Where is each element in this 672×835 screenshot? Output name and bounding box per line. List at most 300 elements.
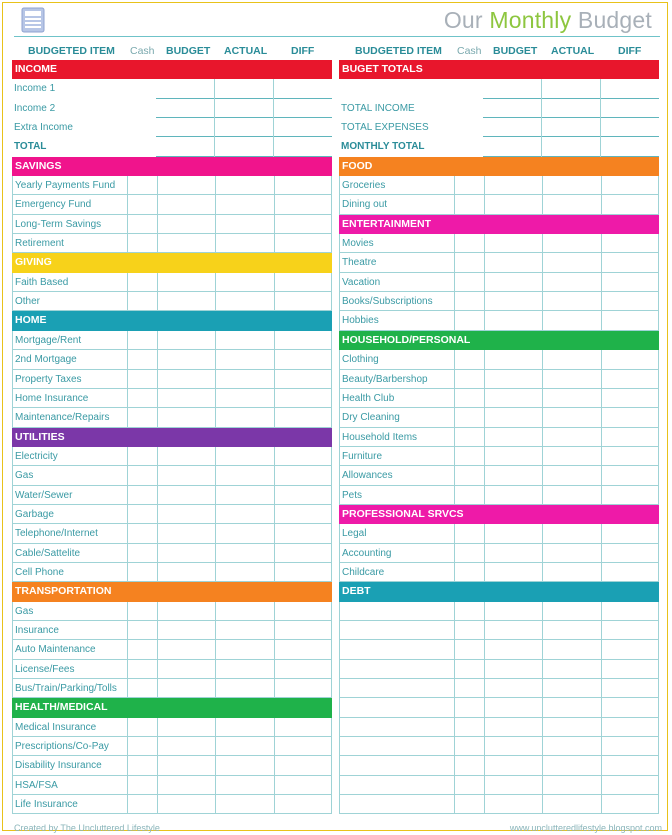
cell-divider <box>127 621 128 639</box>
income-row-blank[interactable] <box>339 79 659 98</box>
budget-row-license-fees[interactable] <box>12 660 332 679</box>
cell-divider <box>542 795 543 813</box>
cell-divider <box>215 370 216 388</box>
cell-divider <box>215 331 216 349</box>
budget-row-dry-cleaning[interactable] <box>339 408 659 427</box>
cell-divider <box>274 234 275 252</box>
cell-divider <box>600 137 601 156</box>
cell-divider <box>454 486 455 504</box>
budget-row-emergency-fund[interactable] <box>12 195 332 214</box>
cell-divider <box>274 544 275 562</box>
cell-divider <box>484 679 485 697</box>
budget-row-2nd-mortgage[interactable] <box>12 350 332 369</box>
row-label: Legal <box>342 528 367 540</box>
row-label: Bus/Train/Parking/Tolls <box>15 683 117 694</box>
cell-divider <box>157 466 158 484</box>
income-row-total-income[interactable] <box>339 99 659 118</box>
budget-row-furniture[interactable] <box>339 447 659 466</box>
cell-divider <box>601 447 602 465</box>
section-header-savings: SAVINGS <box>12 157 332 176</box>
cell-divider <box>601 544 602 562</box>
row-label: Emergency Fund <box>15 199 92 211</box>
cell-divider <box>215 466 216 484</box>
entry-line <box>542 156 600 157</box>
budget-row-blank[interactable] <box>339 660 659 679</box>
row-label: Prescriptions/Co-Pay <box>15 741 109 753</box>
cell-divider <box>157 544 158 562</box>
budget-row-hobbies[interactable] <box>339 311 659 330</box>
cell-divider <box>484 311 485 329</box>
row-label: Vacation <box>342 276 381 288</box>
row-label: Income 2 <box>14 102 56 114</box>
row-label: Cell Phone <box>15 566 64 578</box>
budget-row-long-term-savings[interactable] <box>12 215 332 234</box>
budget-row-vacation[interactable] <box>339 273 659 292</box>
cell-divider <box>484 563 485 581</box>
cell-divider <box>274 486 275 504</box>
cell-divider <box>484 389 485 407</box>
cell-divider <box>215 505 216 523</box>
cell-divider <box>484 776 485 794</box>
budget-row-gas[interactable] <box>12 602 332 621</box>
cell-divider <box>215 544 216 562</box>
cell-divider <box>274 408 275 426</box>
cell-divider <box>127 718 128 736</box>
cell-divider <box>127 524 128 542</box>
budget-row-auto-maintenance[interactable] <box>12 640 332 659</box>
budget-row-blank[interactable] <box>339 776 659 795</box>
total-row-monthly-total[interactable] <box>339 137 659 156</box>
cell-divider <box>127 389 128 407</box>
cell-divider <box>274 524 275 542</box>
left-rows <box>12 60 332 814</box>
cell-divider <box>542 350 543 368</box>
cell-divider <box>484 524 485 542</box>
row-label: Books/Subscriptions <box>342 296 433 308</box>
cell-divider <box>601 640 602 658</box>
cell-divider <box>274 563 275 581</box>
cell-divider <box>542 524 543 542</box>
cell-divider <box>484 273 485 291</box>
cell-divider <box>454 698 455 716</box>
header-divider <box>14 36 660 37</box>
cell-divider <box>542 447 543 465</box>
budget-row-theatre[interactable] <box>339 253 659 272</box>
cell-divider <box>542 737 543 755</box>
cell-divider <box>454 679 455 697</box>
cell-divider <box>215 195 216 213</box>
cell-divider <box>157 195 158 213</box>
row-label: Mortgage/Rent <box>15 334 82 346</box>
budget-row-hsa-fsa[interactable] <box>12 776 332 795</box>
cell-divider <box>601 563 602 581</box>
budget-row-prescriptions-co-pay[interactable] <box>12 737 332 756</box>
cell-divider <box>484 718 485 736</box>
cell-divider <box>157 176 158 194</box>
title-part-1: Our <box>443 7 490 33</box>
budget-row-blank[interactable] <box>339 756 659 775</box>
cell-divider <box>601 428 602 446</box>
cell-divider <box>484 698 485 716</box>
income-row-extra-income[interactable] <box>12 118 332 137</box>
budget-row-blank[interactable] <box>339 640 659 659</box>
budget-row-cable-sattelite[interactable] <box>12 544 332 563</box>
cell-divider <box>484 292 485 310</box>
cell-divider <box>454 718 455 736</box>
cell-divider <box>127 273 128 291</box>
row-label: Household Items <box>342 431 418 443</box>
cell-divider <box>454 447 455 465</box>
row-label: Dry Cleaning <box>342 412 400 424</box>
cell-divider <box>454 776 455 794</box>
budget-row-blank[interactable] <box>339 679 659 698</box>
cell-divider <box>157 292 158 310</box>
budget-row-disability-insurance[interactable] <box>12 756 332 775</box>
cell-divider <box>601 195 602 213</box>
cell-divider <box>157 331 158 349</box>
row-label: Faith Based <box>15 276 69 288</box>
budget-row-yearly-payments-fund[interactable] <box>12 176 332 195</box>
cell-divider <box>274 660 275 678</box>
section-header-utilities: UTILITIES <box>12 428 332 447</box>
cell-divider <box>601 176 602 194</box>
cell-divider <box>484 234 485 252</box>
cell-divider <box>274 195 275 213</box>
budget-row-allowances[interactable] <box>339 466 659 485</box>
budget-row-blank[interactable] <box>339 698 659 717</box>
cell-divider <box>274 640 275 658</box>
cell-divider <box>214 118 215 137</box>
cell-divider <box>542 292 543 310</box>
cell-divider <box>454 544 455 562</box>
cell-divider <box>127 660 128 678</box>
cell-divider <box>601 292 602 310</box>
budget-row-blank[interactable] <box>339 602 659 621</box>
cell-divider <box>157 776 158 794</box>
cell-divider <box>157 234 158 252</box>
row-label: License/Fees <box>15 663 75 675</box>
cell-divider <box>484 602 485 620</box>
cell-divider <box>542 640 543 658</box>
cell-divider <box>454 292 455 310</box>
row-label: Clothing <box>342 354 379 366</box>
cell-divider <box>600 118 601 137</box>
budget-row-blank[interactable] <box>339 795 659 814</box>
cell-divider <box>127 176 128 194</box>
cell-divider <box>542 698 543 716</box>
header-actual: ACTUAL <box>551 45 595 57</box>
cell-divider <box>601 756 602 774</box>
section-header-home: HOME <box>12 311 332 330</box>
budget-row-garbage[interactable] <box>12 505 332 524</box>
cell-divider <box>484 660 485 678</box>
title-part-3: Budget <box>571 7 652 33</box>
footer-url: www.unclutteredlifestyle.blogspot.com <box>509 823 662 833</box>
budget-row-retirement[interactable] <box>12 234 332 253</box>
budget-row-telephone-internet[interactable] <box>12 524 332 543</box>
row-label: 2nd Mortgage <box>15 354 77 366</box>
section-header-food: FOOD <box>339 157 659 176</box>
cell-divider <box>127 795 128 813</box>
row-label: Furniture <box>342 450 383 462</box>
cell-divider <box>454 524 455 542</box>
row-label: Beauty/Barbershop <box>342 373 428 385</box>
cell-divider <box>601 466 602 484</box>
row-label: Dining out <box>342 199 388 211</box>
budget-row-maintenance-repairs[interactable] <box>12 408 332 427</box>
cell-divider <box>601 350 602 368</box>
income-row-income-2[interactable] <box>12 99 332 118</box>
cell-divider <box>484 544 485 562</box>
cell-divider <box>274 215 275 233</box>
budget-row-life-insurance[interactable] <box>12 795 332 814</box>
budget-row-blank[interactable] <box>339 737 659 756</box>
section-header-debt: DEBT <box>339 582 659 601</box>
cell-divider <box>127 544 128 562</box>
budget-row-health-club[interactable] <box>339 389 659 408</box>
cell-divider <box>215 602 216 620</box>
cell-divider <box>601 273 602 291</box>
cell-divider <box>601 311 602 329</box>
cell-divider <box>127 292 128 310</box>
cell-divider <box>127 370 128 388</box>
cell-divider <box>454 737 455 755</box>
cell-divider <box>484 795 485 813</box>
income-row-income-1[interactable] <box>12 79 332 98</box>
budget-row-bus-train-parking-tolls[interactable] <box>12 679 332 698</box>
cell-divider <box>274 756 275 774</box>
cell-divider <box>542 234 543 252</box>
cell-divider <box>274 718 275 736</box>
budget-row-property-taxes[interactable] <box>12 370 332 389</box>
cell-divider <box>542 408 543 426</box>
section-header-giving: GIVING <box>12 253 332 272</box>
row-label: Long-Term Savings <box>15 218 102 230</box>
cell-divider <box>601 621 602 639</box>
row-label: Extra Income <box>14 122 73 134</box>
cell-divider <box>484 428 485 446</box>
cell-divider <box>215 524 216 542</box>
budget-row-other[interactable] <box>12 292 332 311</box>
row-label: Electricity <box>15 450 58 462</box>
header-cash: Cash <box>457 45 482 57</box>
row-label: Theatre <box>342 257 377 269</box>
budget-row-pets[interactable] <box>339 486 659 505</box>
budget-row-clothing[interactable] <box>339 350 659 369</box>
budget-row-faith-based[interactable] <box>12 273 332 292</box>
row-label: Garbage <box>15 508 54 520</box>
entry-line <box>483 156 541 157</box>
right-budget-column <box>339 44 659 814</box>
cell-divider <box>484 408 485 426</box>
row-label: MONTHLY TOTAL <box>341 141 425 153</box>
cell-divider <box>542 253 543 271</box>
cell-divider <box>274 389 275 407</box>
row-label: TOTAL <box>14 141 47 153</box>
cell-divider <box>484 621 485 639</box>
section-header-health-medical: HEALTH/MEDICAL <box>12 698 332 717</box>
row-label: Insurance <box>15 624 59 636</box>
cell-divider <box>454 234 455 252</box>
cell-divider <box>127 234 128 252</box>
row-label: Other <box>15 296 41 308</box>
cell-divider <box>601 602 602 620</box>
section-header-transportation: TRANSPORTATION <box>12 582 332 601</box>
cell-divider <box>274 350 275 368</box>
cell-divider <box>601 524 602 542</box>
cell-divider <box>542 776 543 794</box>
row-label: Income 1 <box>14 83 56 95</box>
cell-divider <box>157 660 158 678</box>
row-label: Water/Sewer <box>15 489 73 501</box>
cell-divider <box>127 486 128 504</box>
cell-divider <box>157 640 158 658</box>
cell-divider <box>157 273 158 291</box>
cell-divider <box>542 370 543 388</box>
budget-row-legal[interactable] <box>339 524 659 543</box>
budget-row-beauty-barbershop[interactable] <box>339 370 659 389</box>
cell-divider <box>484 466 485 484</box>
budget-row-dining-out[interactable] <box>339 195 659 214</box>
cell-divider <box>542 311 543 329</box>
budget-row-cell-phone[interactable] <box>12 563 332 582</box>
header-diff: DIFF <box>291 45 315 57</box>
cell-divider <box>273 99 274 118</box>
total-row-total[interactable] <box>12 137 332 156</box>
cell-divider <box>542 602 543 620</box>
row-label: Disability Insurance <box>15 760 102 772</box>
row-label: Telephone/Internet <box>15 528 98 540</box>
budget-row-medical-insurance[interactable] <box>12 718 332 737</box>
row-label: Life Insurance <box>15 799 78 811</box>
row-label: TOTAL EXPENSES <box>341 122 429 134</box>
cell-divider <box>454 466 455 484</box>
budget-row-movies[interactable] <box>339 234 659 253</box>
budget-row-gas[interactable] <box>12 466 332 485</box>
budget-row-blank[interactable] <box>339 621 659 640</box>
cell-divider <box>157 718 158 736</box>
entry-line <box>215 156 273 157</box>
cell-divider <box>127 756 128 774</box>
cell-divider <box>215 563 216 581</box>
row-label: TOTAL INCOME <box>341 102 415 114</box>
cell-divider <box>157 215 158 233</box>
cell-divider <box>157 505 158 523</box>
cell-divider <box>214 99 215 118</box>
cell-divider <box>454 195 455 213</box>
cell-divider <box>127 215 128 233</box>
income-row-total-expenses[interactable] <box>339 118 659 137</box>
cell-divider <box>601 679 602 697</box>
entry-line <box>601 156 659 157</box>
right-column-headers <box>339 44 659 60</box>
row-label: Allowances <box>342 470 393 482</box>
budget-row-mortgage-rent[interactable] <box>12 331 332 350</box>
row-label: Retirement <box>15 238 64 250</box>
cell-divider <box>454 311 455 329</box>
right-rows <box>339 60 659 814</box>
cell-divider <box>601 486 602 504</box>
header-actual: ACTUAL <box>224 45 268 57</box>
cell-divider <box>542 176 543 194</box>
cell-divider <box>542 428 543 446</box>
cell-divider <box>542 563 543 581</box>
cell-divider <box>600 79 601 98</box>
budget-row-water-sewer[interactable] <box>12 486 332 505</box>
cell-divider <box>454 273 455 291</box>
cell-divider <box>454 408 455 426</box>
cell-divider <box>542 621 543 639</box>
header-budgeted-item: BUDGETED ITEM <box>28 45 115 57</box>
cell-divider <box>214 79 215 98</box>
header-budgeted-item: BUDGETED ITEM <box>355 45 442 57</box>
cell-divider <box>157 408 158 426</box>
budget-row-childcare[interactable] <box>339 563 659 582</box>
cell-divider <box>484 737 485 755</box>
cell-divider <box>454 756 455 774</box>
cell-divider <box>215 176 216 194</box>
budget-row-insurance[interactable] <box>12 621 332 640</box>
row-label: Movies <box>342 238 374 250</box>
cell-divider <box>601 408 602 426</box>
cell-divider <box>601 660 602 678</box>
cell-divider <box>454 640 455 658</box>
cell-divider <box>601 234 602 252</box>
cell-divider <box>157 447 158 465</box>
cell-divider <box>274 370 275 388</box>
footer-credit: Created by The Uncluttered Lifestyle <box>14 823 160 833</box>
budget-row-books-subscriptions[interactable] <box>339 292 659 311</box>
cell-divider <box>273 137 274 156</box>
row-label: Cable/Sattelite <box>15 547 81 559</box>
cell-divider <box>454 350 455 368</box>
cell-divider <box>542 273 543 291</box>
cell-divider <box>157 389 158 407</box>
budget-row-electricity[interactable] <box>12 447 332 466</box>
cell-divider <box>274 776 275 794</box>
left-column-headers <box>12 44 332 60</box>
budget-row-groceries[interactable] <box>339 176 659 195</box>
cell-divider <box>157 795 158 813</box>
cell-divider <box>215 273 216 291</box>
cell-divider <box>541 118 542 137</box>
cell-divider <box>127 679 128 697</box>
budget-row-home-insurance[interactable] <box>12 389 332 408</box>
cell-divider <box>484 370 485 388</box>
budget-row-household-items[interactable] <box>339 428 659 447</box>
cell-divider <box>127 563 128 581</box>
row-label: Groceries <box>342 180 386 192</box>
cell-divider <box>127 602 128 620</box>
cell-divider <box>215 640 216 658</box>
row-label: Hobbies <box>342 315 379 327</box>
cell-divider <box>215 350 216 368</box>
budget-row-blank[interactable] <box>339 718 659 737</box>
cell-divider <box>454 660 455 678</box>
cell-divider <box>274 679 275 697</box>
section-header-entertainment: ENTERTAINMENT <box>339 215 659 234</box>
cell-divider <box>454 621 455 639</box>
budget-row-accounting[interactable] <box>339 544 659 563</box>
cell-divider <box>542 679 543 697</box>
cell-divider <box>484 350 485 368</box>
row-label: Gas <box>15 605 34 617</box>
entry-line <box>274 156 332 157</box>
cell-divider <box>601 795 602 813</box>
row-label: Auto Maintenance <box>15 644 96 656</box>
cell-divider <box>542 544 543 562</box>
title-part-2: Monthly <box>489 7 572 33</box>
